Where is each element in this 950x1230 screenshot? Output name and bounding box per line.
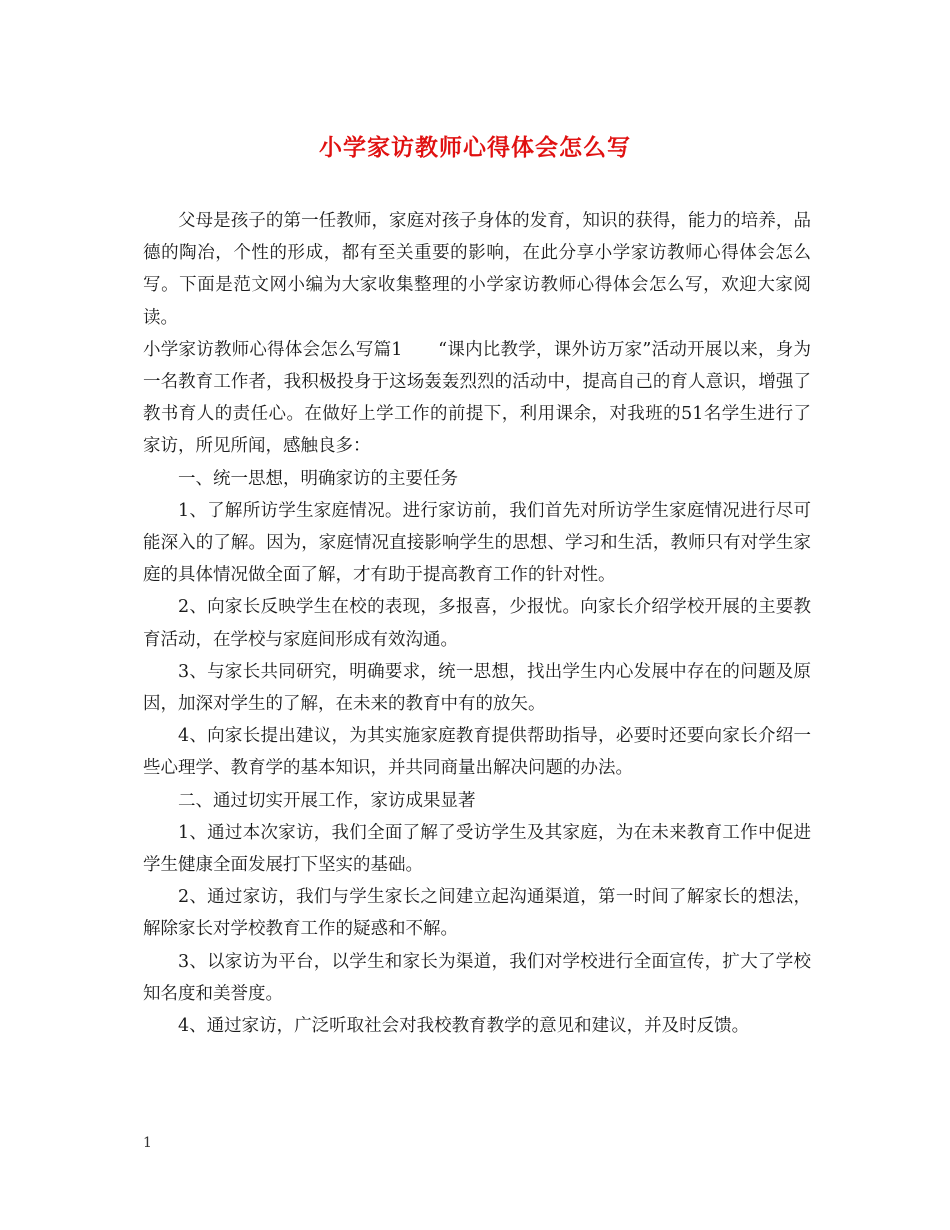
document-body [143, 205, 811, 1042]
list-item-2-4: 4、通过家访，广泛听取社会对我校教育教学的意见和建议，并及时反馈。 [178, 1016, 750, 1037]
list-item-1-1: 1、了解所访学生家庭情况。进行家访前，我们首先对所访学生家庭情况进行尽可能深入的了解。因为，家庭情况直接影响学生的思想、学习和生活，教师只有对学生家庭的具体情况做全面了解，才有助于提高教育工作的针对性。 [143, 500, 811, 586]
list-item-2-2: 2、通过家访，我们与学生家长之间建立起沟通渠道，第一时间了解家长的想法，解除家长对学校教育工作的疑惑和不解。 [143, 887, 811, 940]
intro-paragraph: 父母是孩子的第一任教师，家庭对孩子身体的发育，知识的获得，能力的培养，品德的陶冶，个性的形成，都有至关重要的影响，在此分享小学家访教师心得体会怎么写。下面是范文网小编为大家收集整理的小学家访教师心得体会怎么写，欢迎大家阅读。 [143, 211, 811, 328]
list-item-1-4: 4、向家长提出建议，为其实施家庭教育提供帮助指导，必要时还要向家长介绍一些心理学、教育学的基本知识，并共同商量出解决问题的办法。 [143, 726, 811, 779]
list-item-1-3: 3、与家长共同研究，明确要求，统一思想，找出学生内心发展中存在的问题及原因，加深对学生的了解，在未来的教育中有的放矢。 [143, 661, 811, 715]
page-number: 1 [143, 1135, 152, 1151]
heading-two: 二、通过切实开展工作，家访成果显著 [178, 790, 476, 811]
list-item-2-1: 1、通过本次家访，我们全面了解了受访学生及其家庭，为在未来教育工作中促进学生健康全面发展打下坚实的基础。 [143, 822, 811, 876]
heading-one: 一、统一思想，明确家访的主要任务 [178, 468, 458, 489]
list-item-1-2: 2、向家长反映学生在校的表现，多报喜，少报忧。向家长介绍学校开展的主要教育活动，在学校与家庭间形成有效沟通。 [143, 597, 811, 650]
section-paragraph-1: 小学家访教师心得体会怎么写篇1 “课内比教学，课外访万家”活动开展以来，身为一名教育工作者，我积极投身于这场轰轰烈烈的活动中，提高自己的育人意识，增强了教书育人的责任心。在做好上学工作的前提下，利用课余，对我班的51名学生进行了家访，所见所闻，感触良多： [143, 339, 811, 457]
list-item-2-3: 3、以家访为平台，以学生和家长为渠道，我们对学校进行全面宣传，扩大了学校知名度和美誉度。 [143, 951, 811, 1004]
document-title: 小学家访教师心得体会怎么写 [319, 134, 631, 161]
